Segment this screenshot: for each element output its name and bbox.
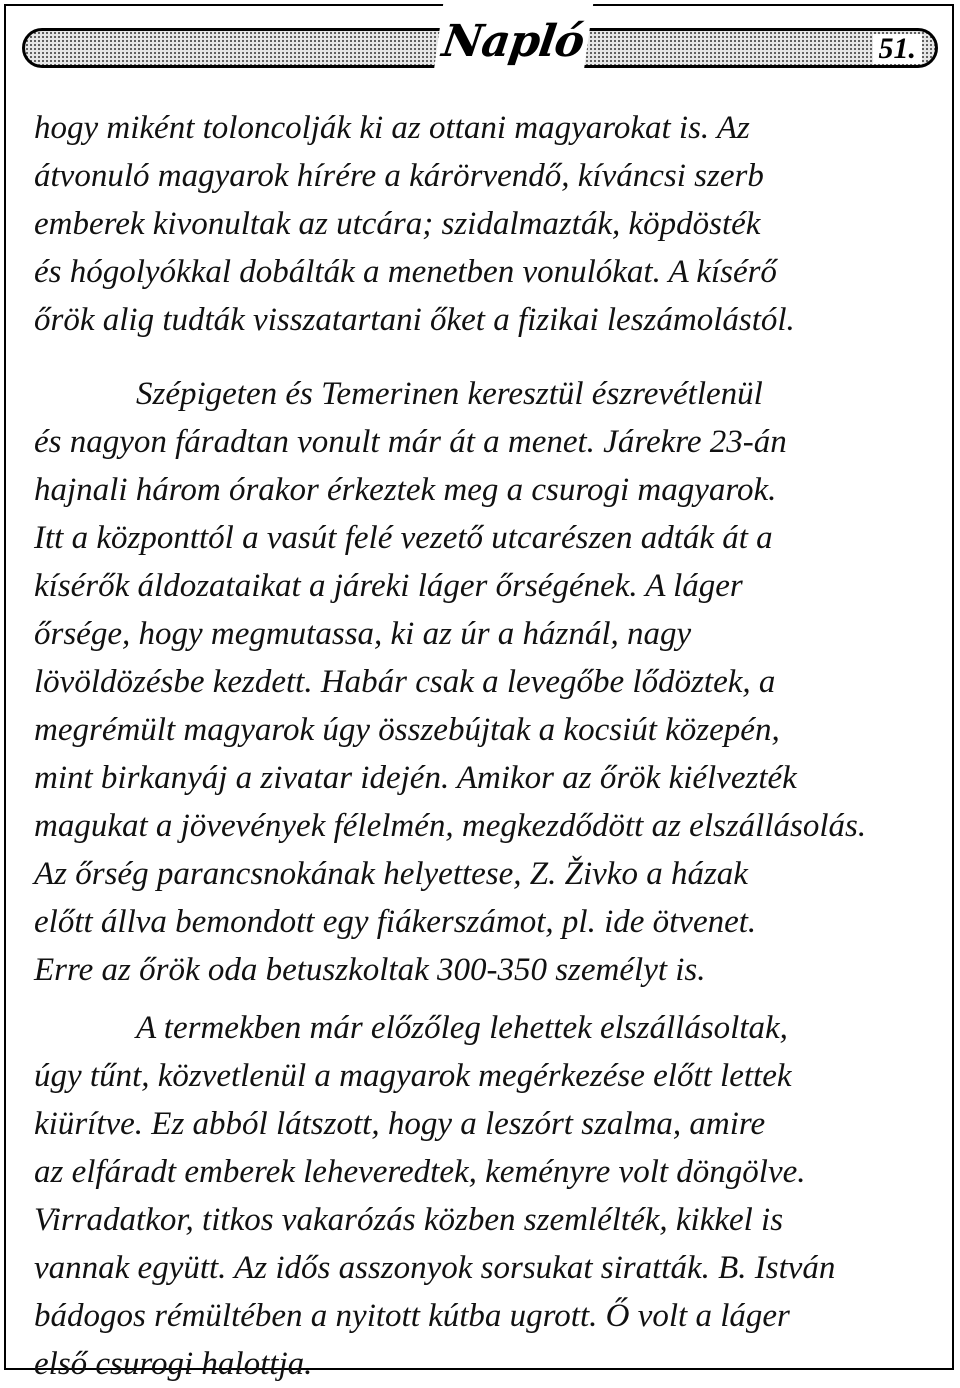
text-line: Szépigeten és Temerinen keresztül észrevétlenül	[136, 376, 763, 412]
document-page	[4, 4, 954, 1382]
paragraph-1	[34, 104, 944, 344]
text-line: hajnali három órakor érkeztek meg a csurogi magyarok.	[34, 472, 777, 508]
text-line: úgy tűnt, közvetlenül a magyarok megérkezése előtt lettek	[34, 1058, 792, 1094]
text-line: az elfáradt emberek leheveredtek, keményre volt döngölve.	[34, 1154, 806, 1190]
paragraph-2	[34, 370, 944, 994]
text-line: Az őrség parancsnokának helyettese, Z. Živko a házak	[34, 856, 748, 892]
text-line: megrémült magyarok úgy összebújtak a kocsiút közepén,	[34, 712, 780, 748]
text-line: Virradatkor, titkos vakarózás közben szemlélték, kikkel is	[34, 1202, 784, 1238]
text-line: emberek kivonultak az utcára; szidalmazták, köpdösték	[34, 206, 761, 242]
text-line: mint birkanyáj a zivatar idején. Amikor az őrök kiélvezték	[34, 760, 797, 796]
paragraph-3	[34, 1004, 944, 1388]
text-line: magukat a jövevények félelmén, megkezdődött az elszállásolás.	[34, 808, 867, 844]
text-line: hogy miként toloncolják ki az ottani magyarokat is. Az	[34, 110, 750, 146]
text-line: első csurogi halottja.	[34, 1346, 313, 1382]
text-line: Itt a központtól a vasút felé vezető utcarészen adták át a	[34, 520, 773, 556]
text-line: kiürítve. Ez abból látszott, hogy a leszórt szalma, amire	[34, 1106, 766, 1142]
text-line: átvonuló magyarok hírére a kárörvendő, kíváncsi szerb	[34, 158, 764, 194]
text-line: és hógolyókkal dobálták a menetben vonulókat. A kísérő	[34, 254, 777, 290]
text-line: előtt állva bemondott egy fiákerszámot, pl. ide ötvenet.	[34, 904, 757, 940]
text-line: bádogos rémültében a nyitott kútba ugrott. Ő volt a láger	[34, 1298, 790, 1334]
text-line: őrök alig tudták visszatartani őket a fizikai leszámolástól.	[34, 302, 795, 338]
text-line: és nagyon fáradtan vonult már át a menet. Járekre 23-án	[34, 424, 787, 460]
page-number: 51.	[873, 34, 923, 64]
text-line: A termekben már előzőleg lehettek elszállásoltak,	[136, 1010, 788, 1046]
text-line: őrsége, hogy megmutassa, ki az úr a háznál, nagy	[34, 616, 692, 652]
text-line: lövöldözésbe kezdett. Habár csak a levegőbe lődöztek, a	[34, 664, 776, 700]
text-line: kísérők áldozataikat a járeki láger őrségének. A láger	[34, 568, 743, 604]
naplo-logo: Napló	[433, 2, 594, 80]
text-line: Erre az őrök oda betuszkoltak 300-350 személyt is.	[34, 952, 706, 988]
text-line: vannak együtt. Az idős asszonyok sorsukat siratták. B. István	[34, 1250, 836, 1286]
